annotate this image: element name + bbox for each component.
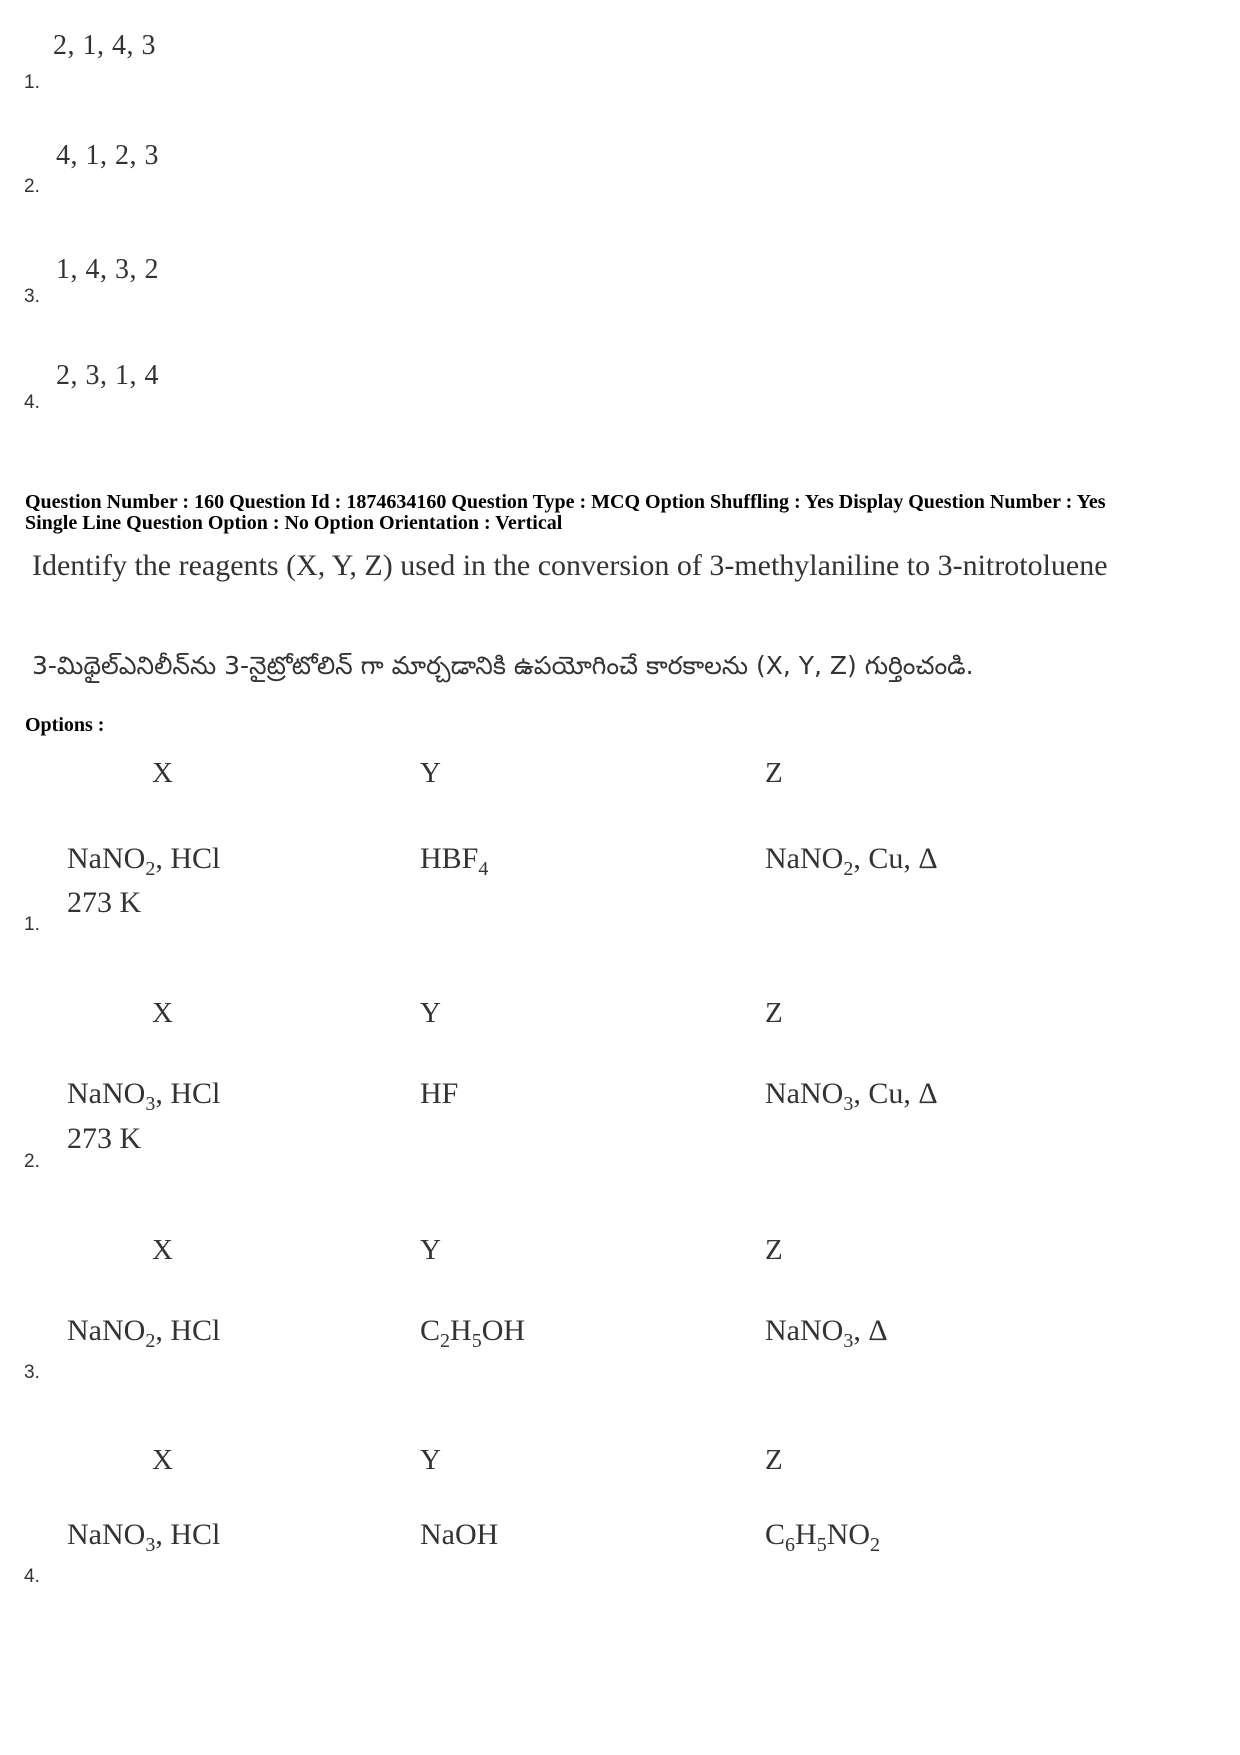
column-header-y: Y [420,757,441,789]
column-header-z: Z [765,1234,783,1266]
question-meta-line-1: Question Number : 160 Question Id : 1874634160 Question Type : MCQ Option Shuffling : Yes Display Question Number : Yes [25,491,1106,513]
previous-option-value: 2, 1, 4, 3 [53,30,156,61]
option-number: 2. [24,1151,40,1172]
reagent-y: $C_2H_5OH$ [420,1314,526,1352]
previous-option-number: 1. [24,72,40,93]
reagent-y: HF [420,1077,459,1110]
reagent-y: $HBF_4$ [420,842,489,880]
column-header-z: Z [765,757,783,789]
reagent-z: NaNO$_2$, Cu, Δ [765,842,938,880]
column-header-x: X [152,757,173,789]
option-number: 3. [24,1362,40,1383]
previous-option-value: 2, 3, 1, 4 [56,360,159,391]
previous-option-number: 4. [24,392,40,413]
column-header-z: Z [765,1444,783,1476]
column-header-x: X [152,1234,173,1266]
previous-option-number: 3. [24,286,40,307]
column-header-z: Z [765,997,783,1029]
options-label: Options : [25,714,105,736]
reagent-x-condition: 273 K [67,1122,142,1155]
column-header-x: X [152,1444,173,1476]
column-header-y: Y [420,997,441,1029]
reagent-x-condition: 273 K [67,886,142,919]
column-header-x: X [152,997,173,1029]
column-header-y: Y [420,1234,441,1266]
question-text-english: Identify the reagents (X, Y, Z) used in the conversion of 3-methylaniline to 3-nitrotoluene [32,549,1108,582]
column-header-y: Y [420,1444,441,1476]
question-text-telugu: 3-మిథైల్ఎనిలీన్‌ను 3-నైట్రోటోలిన్ గా మార్చడానికి ఉపయోగించే కారకాలను (X, Y, Z) గుర్తించండి. [32,651,974,680]
reagent-z: NaNO$_3$, Δ [765,1314,888,1352]
reagent-y: NaOH [420,1518,499,1551]
reagent-x: NaNO$_3$, HCl [67,1518,221,1556]
previous-option-value: 4, 1, 2, 3 [56,140,159,171]
reagent-x: NaNO$_2$, HCl [67,1314,221,1352]
previous-option-number: 2. [24,176,40,197]
question-meta-line-2: Single Line Question Option : No Option Orientation : Vertical [25,512,563,534]
reagent-x: NaNO$_2$, HCl [67,842,221,880]
previous-option-value: 1, 4, 3, 2 [56,254,159,285]
option-number: 1. [24,914,40,935]
reagent-z: $C_6H_5NO_2$ [765,1518,881,1556]
option-number: 4. [24,1566,40,1587]
reagent-z: NaNO$_3$, Cu, Δ [765,1077,938,1115]
reagent-x: NaNO$_3$, HCl [67,1077,221,1115]
